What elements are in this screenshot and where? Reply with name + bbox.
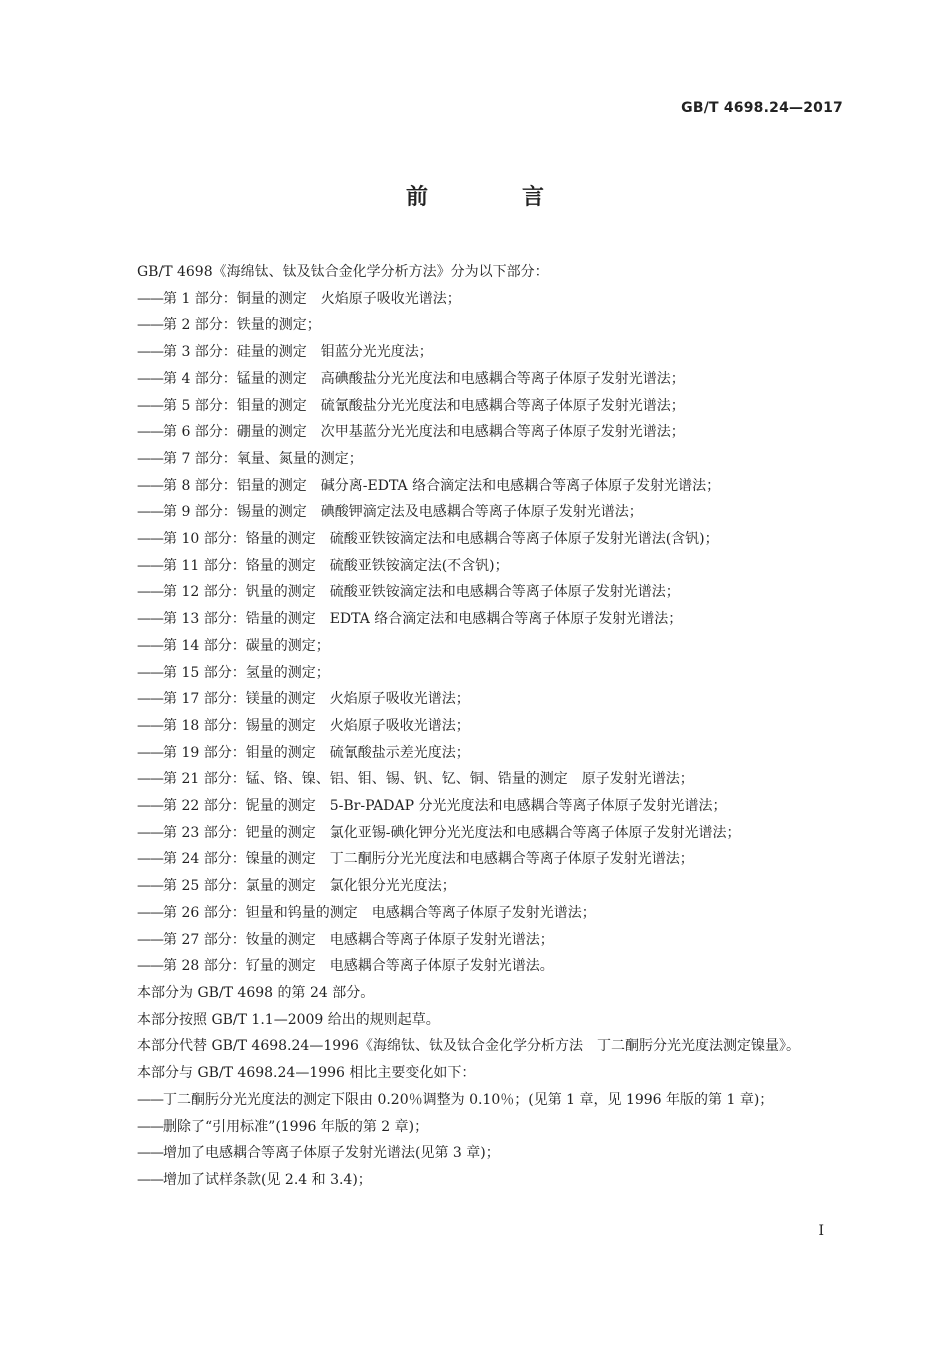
part-item-text: 第 8 部分：铝量的测定 碱分离-EDTA 络合滴定法和电感耦合等离子体原子发射光谱法； (163, 477, 721, 494)
list-dash: —— (137, 717, 163, 734)
part-item-text: 第 12 部分：钒量的测定 硫酸亚铁铵滴定法和电感耦合等离子体原子发射光谱法； (163, 584, 680, 601)
part-item (107, 393, 843, 420)
part-item-text: 第 3 部分：硅量的测定 钼蓝分光光度法； (163, 344, 433, 361)
change-item-text: 丁二酮肟分光光度法的测定下限由 0.20％调整为 0.10％；(见第 1 章，见 1996 年版的第 1 章)； (163, 1091, 774, 1108)
part-item (107, 793, 843, 820)
page-title: 前 言 (405, 185, 580, 210)
list-dash: —— (137, 744, 163, 761)
part-item (107, 820, 843, 847)
part-item-text: 第 1 部分：铜量的测定 火焰原子吸收光谱法； (163, 290, 461, 307)
part-item (107, 286, 843, 313)
list-dash: —— (137, 798, 163, 815)
part-item-text: 第 27 部分：钕量的测定 电感耦合等离子体原子发射光谱法； (163, 931, 554, 948)
list-dash: —— (137, 450, 163, 467)
paragraph-changes-intro: 本部分与 GB/T 4698.24—1996 相比主要变化如下： (137, 1065, 476, 1082)
part-item-text: 第 23 部分：钯量的测定 氯化亚锡-碘化钾分光光度法和电感耦合等离子体原子发射光谱法； (163, 824, 741, 841)
part-item-text: 第 4 部分：锰量的测定 高碘酸盐分光光度法和电感耦合等离子体原子发射光谱法； (163, 370, 685, 387)
part-item (107, 579, 843, 606)
list-dash: —— (137, 691, 163, 708)
part-item-text: 第 14 部分：碳量的测定； (163, 637, 330, 654)
part-item-text: 第 7 部分：氧量、氮量的测定； (163, 450, 363, 467)
part-item (107, 846, 843, 873)
list-dash: —— (137, 557, 163, 574)
list-dash: —— (137, 477, 163, 494)
part-item-text: 第 6 部分：硼量的测定 次甲基蓝分光光度法和电感耦合等离子体原子发射光谱法； (163, 424, 685, 441)
list-dash: —— (137, 851, 163, 868)
parts-list (107, 286, 843, 980)
changes-list (107, 1087, 843, 1194)
change-item (107, 1087, 843, 1114)
part-item (107, 446, 843, 473)
part-item-text: 第 10 部分：铬量的测定 硫酸亚铁铵滴定法和电感耦合等离子体原子发射光谱法(含钒)； (163, 531, 719, 548)
part-item (107, 312, 843, 339)
part-item (107, 633, 843, 660)
list-dash: —— (137, 584, 163, 601)
part-item-text: 第 15 部分：氢量的测定； (163, 664, 330, 681)
paragraph-drafting-rules: 本部分按照 GB/T 1.1—2009 给出的规则起草。 (137, 1011, 440, 1028)
part-item-text: 第 13 部分：锆量的测定 EDTA 络合滴定法和电感耦合等离子体原子发射光谱法； (163, 611, 683, 628)
list-dash: —— (137, 504, 163, 521)
part-item-text: 第 11 部分：铬量的测定 硫酸亚铁铵滴定法(不含钒)； (163, 557, 509, 574)
part-item (107, 900, 843, 927)
list-dash: —— (137, 424, 163, 441)
list-dash: —— (137, 958, 163, 975)
part-item (107, 419, 843, 446)
part-item (107, 499, 843, 526)
list-dash: —— (137, 931, 163, 948)
part-item (107, 953, 843, 980)
list-dash: —— (137, 370, 163, 387)
list-dash: —— (137, 637, 163, 654)
part-item-text: 第 21 部分：锰、铬、镍、铝、钼、锡、钒、钇、铜、锆量的测定 原子发射光谱法； (163, 771, 694, 788)
standard-code: GB/T 4698.24—2017 (681, 100, 843, 116)
list-dash: —— (137, 317, 163, 334)
part-item-text: 第 9 部分：锡量的测定 碘酸钾滴定法及电感耦合等离子体原子发射光谱法； (163, 504, 643, 521)
part-item-text: 第 17 部分：镁量的测定 火焰原子吸收光谱法； (163, 691, 470, 708)
part-item (107, 740, 843, 767)
paragraph-replaces: 本部分代替 GB/T 4698.24—1996《海绵钛、钛及钛合金化学分析方法 丁二酮肟分光光度法测定镍量》。 (137, 1038, 800, 1055)
part-item-text: 第 19 部分：钼量的测定 硫氰酸盐示差光度法； (163, 744, 470, 761)
list-dash: —— (137, 397, 163, 414)
list-dash: —— (137, 290, 163, 307)
part-item-text: 第 5 部分：钼量的测定 硫氰酸盐分光光度法和电感耦合等离子体原子发射光谱法； (163, 397, 685, 414)
list-dash: —— (137, 531, 163, 548)
list-dash: —— (137, 878, 163, 895)
part-item (107, 606, 843, 633)
list-dash: —— (137, 771, 163, 788)
part-item (107, 473, 843, 500)
change-item-text: 删除了“引用标准”(1996 年版的第 2 章)； (163, 1118, 429, 1135)
part-item (107, 339, 843, 366)
part-item (107, 553, 843, 580)
part-item (107, 660, 843, 687)
part-item-text: 第 25 部分：氯量的测定 氯化银分光光度法； (163, 878, 456, 895)
list-dash: —— (137, 1118, 163, 1135)
part-item (107, 873, 843, 900)
list-dash: —— (137, 904, 163, 921)
part-item (107, 366, 843, 393)
part-item-text: 第 26 部分：钽量和钨量的测定 电感耦合等离子体原子发射光谱法； (163, 904, 596, 921)
part-item (107, 927, 843, 954)
list-dash: —— (137, 1091, 163, 1108)
part-item-text: 第 2 部分：铁量的测定； (163, 317, 321, 334)
change-item (107, 1167, 843, 1194)
page-number: Ⅰ (818, 1223, 824, 1239)
list-dash: —— (137, 344, 163, 361)
change-item (107, 1114, 843, 1141)
list-dash: —— (137, 664, 163, 681)
list-dash: —— (137, 1171, 163, 1188)
change-item-text: 增加了电感耦合等离子体原子发射光谱法(见第 3 章)； (163, 1145, 500, 1162)
part-item (107, 686, 843, 713)
list-dash: —— (137, 1145, 163, 1162)
part-item (107, 526, 843, 553)
paragraph-part-number: 本部分为 GB/T 4698 的第 24 部分。 (137, 984, 375, 1001)
change-item-text: 增加了试样条款(见 2.4 和 3.4)； (163, 1171, 372, 1188)
intro-paragraph: GB/T 4698《海绵钛、钛及钛合金化学分析方法》分为以下部分： (137, 264, 549, 280)
part-item-text: 第 28 部分：钌量的测定 电感耦合等离子体原子发射光谱法。 (163, 958, 554, 975)
document-body (107, 259, 843, 1194)
part-item (107, 766, 843, 793)
part-item-text: 第 24 部分：镍量的测定 丁二酮肟分光光度法和电感耦合等离子体原子发射光谱法； (163, 851, 694, 868)
change-item (107, 1140, 843, 1167)
part-item (107, 713, 843, 740)
list-dash: —— (137, 824, 163, 841)
part-item-text: 第 22 部分：铌量的测定 5-Br-PADAP 分光光度法和电感耦合等离子体原子发射光谱法； (163, 798, 727, 815)
part-item-text: 第 18 部分：锡量的测定 火焰原子吸收光谱法； (163, 717, 470, 734)
list-dash: —— (137, 611, 163, 628)
